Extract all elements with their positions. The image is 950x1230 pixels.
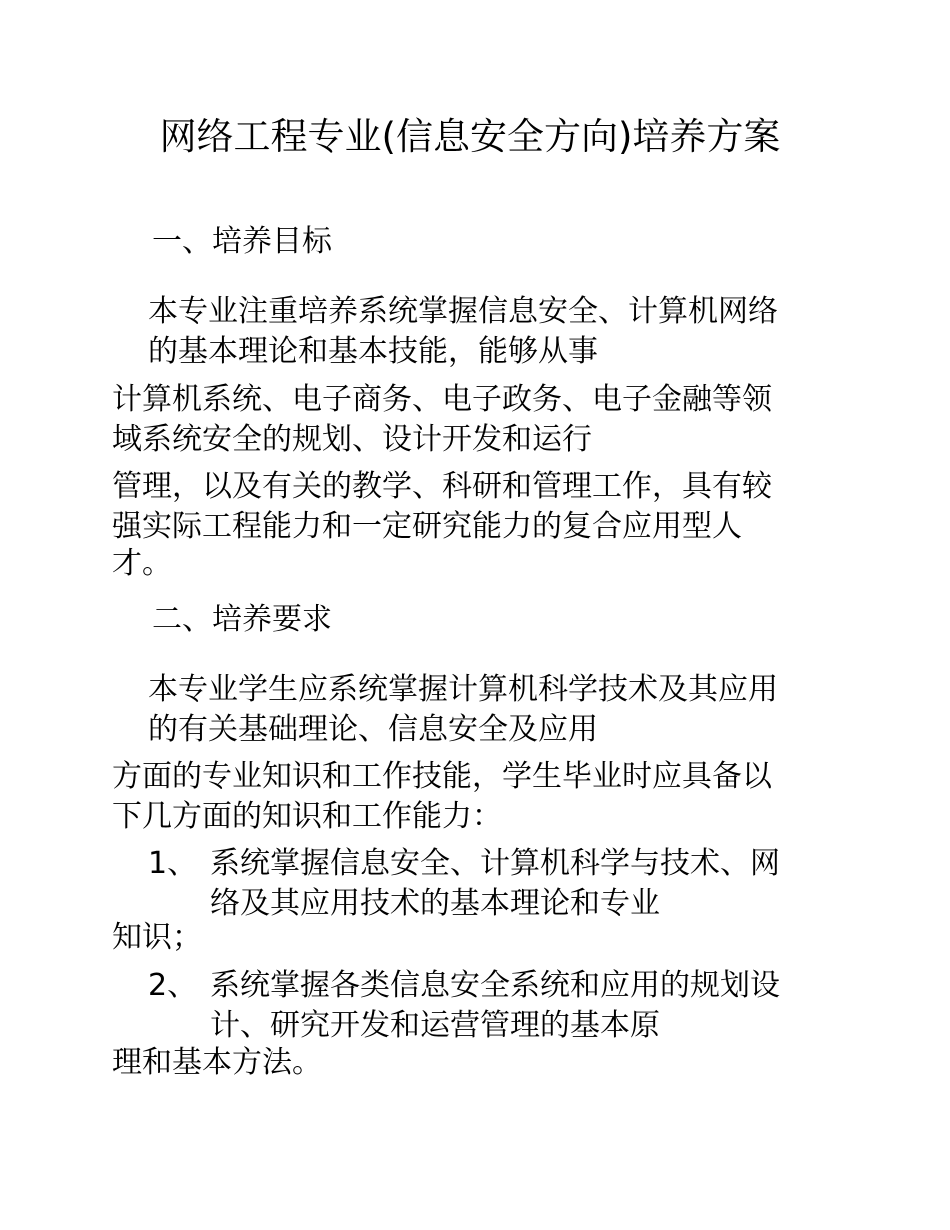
list-item-number: 1、	[148, 846, 198, 881]
paragraph-line: 本专业学生应系统掌握计算机科学技术及其应用	[148, 672, 778, 707]
paragraph-line: 下几方面的知识和工作能力：	[112, 799, 502, 834]
document-title: 网络工程专业(信息安全方向)培养方案	[159, 115, 781, 158]
paragraph-line: 域系统安全的规划、设计开发和运行	[112, 422, 592, 457]
paragraph-line: 的有关基础理论、信息安全及应用	[148, 712, 598, 747]
section-heading-training-goals: 一、培养目标	[152, 224, 332, 259]
paragraph-line: 计算机系统、电子商务、电子政务、电子金融等领	[112, 382, 772, 417]
section-heading-training-requirements: 二、培养要求	[152, 602, 332, 637]
list-item-line: 知识；	[112, 920, 202, 955]
list-item-number: 2、	[148, 968, 198, 1003]
paragraph-line: 才。	[112, 546, 172, 581]
list-item-line: 系统掌握各类信息安全系统和应用的规划设	[210, 968, 780, 1003]
list-item-line: 计、研究开发和运营管理的基本原	[210, 1008, 660, 1043]
list-item-line: 理和基本方法。	[112, 1045, 322, 1080]
paragraph-line: 本专业注重培养系统掌握信息安全、计算机网络	[148, 294, 778, 329]
paragraph-line: 方面的专业知识和工作技能，学生毕业时应具备以	[112, 759, 772, 794]
paragraph-line: 管理，以及有关的教学、科研和管理工作，具有较	[112, 469, 772, 504]
paragraph-line: 的基本理论和基本技能，能够从事	[148, 334, 598, 369]
list-item-line: 系统掌握信息安全、计算机科学与技术、网	[210, 846, 780, 881]
list-item-line: 络及其应用技术的基本理论和专业	[210, 886, 660, 921]
paragraph-line: 强实际工程能力和一定研究能力的复合应用型人	[112, 509, 742, 544]
